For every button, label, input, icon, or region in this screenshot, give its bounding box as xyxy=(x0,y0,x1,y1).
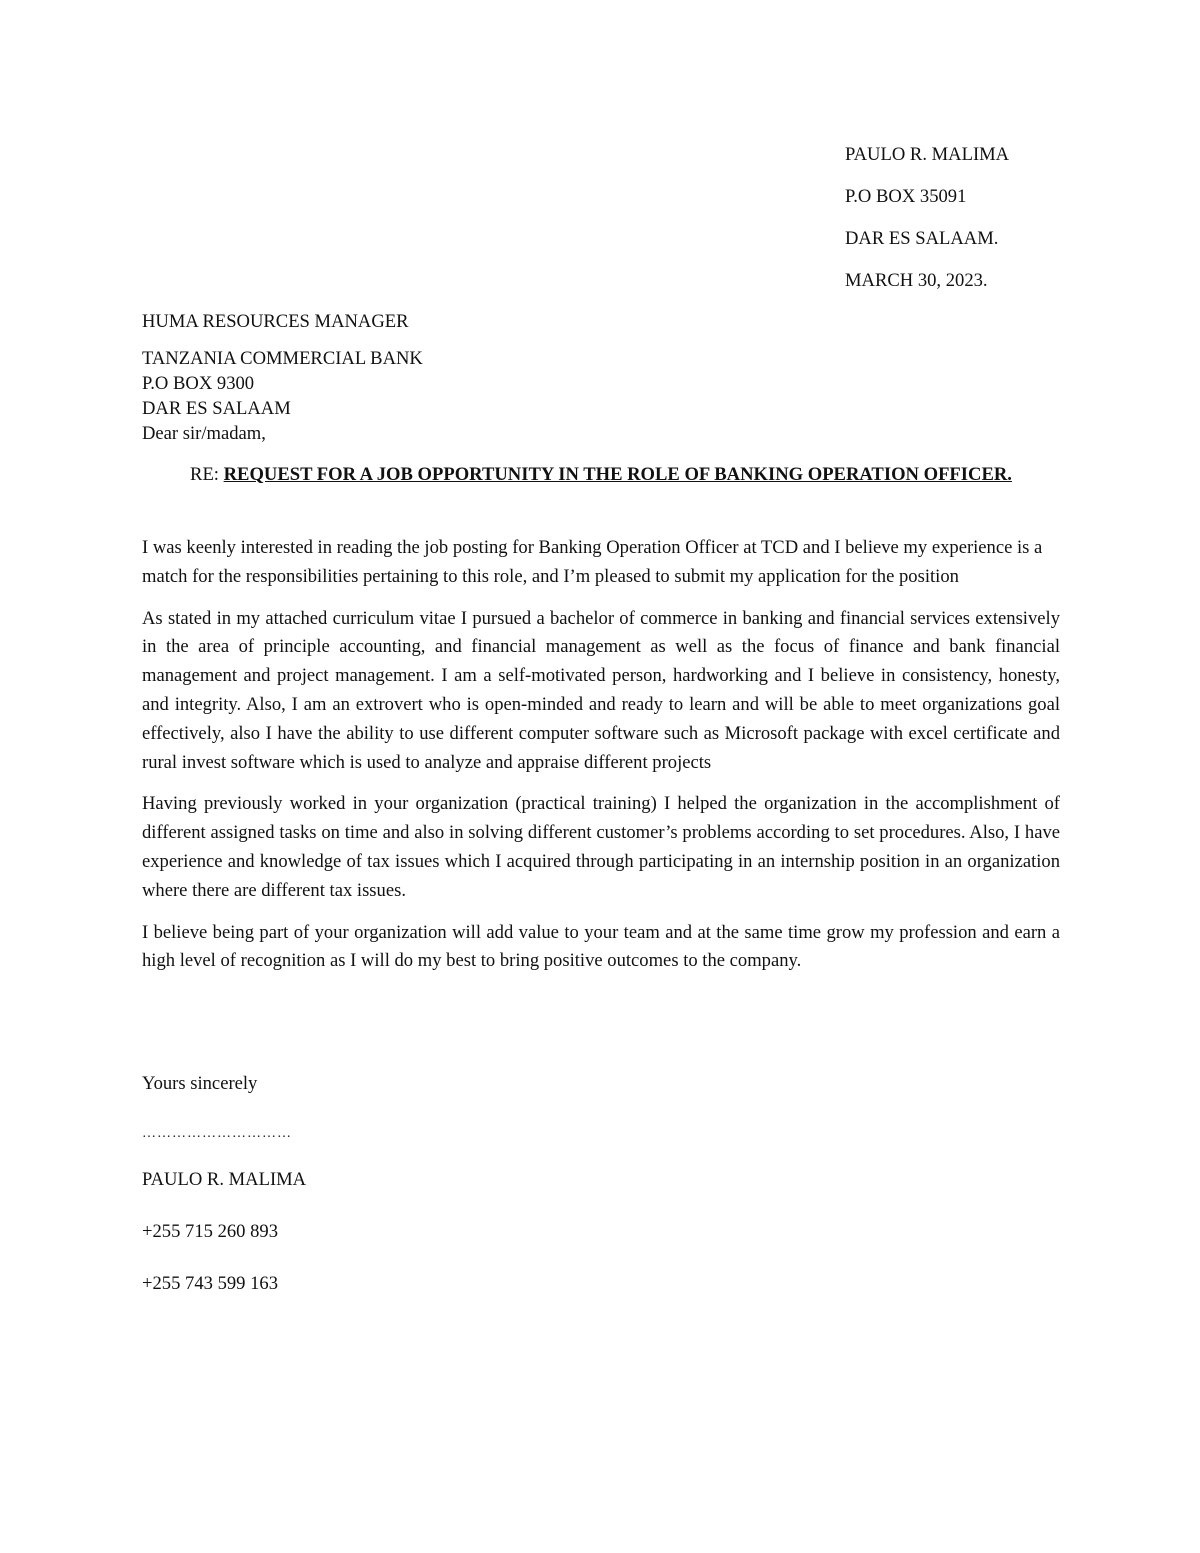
letter-body xyxy=(142,534,1060,989)
body-paragraph-3: Having previously worked in your organization (practical training) I helped the organization in the accomplishment of different assigned tasks on time and also in solving different customer’s problems according to set procedures. Also, I have experience and knowledge of tax issues which I acquired through participating in an internship position in an organization where there are different tax issues. xyxy=(142,793,1060,901)
signature-line: ………………………… xyxy=(142,1126,292,1141)
salutation: Dear sir/madam, xyxy=(142,423,266,444)
body-paragraph-1: I was keenly interested in reading the job posting for Banking Operation Officer at TCD and I believe my experience is a match for the responsibilities pertaining to this role, and I’m pleased to submit my application for the position xyxy=(142,537,1043,587)
sender-address-block xyxy=(845,142,1165,310)
sender-name: PAULO R. MALIMA xyxy=(845,144,1010,165)
body-paragraph-4: I believe being part of your organization will add value to your team and at the same time grow my profession and earn a high level of recognition as I will do my best to bring positive outcomes to the company. xyxy=(142,921,1060,972)
subject-line xyxy=(142,462,1060,488)
subject-prefix: RE: xyxy=(190,464,224,485)
letter-date: MARCH 30, 2023. xyxy=(845,270,988,291)
body-paragraph-2: As stated in my attached curriculum vitae I pursued a bachelor of commerce in banking and financial services extensively in the area of principle accounting, and financial management as well as the focus of finance and bank financial management and project management. I am a self-motivated person, hardworking and I believe in consistency, honesty, and integrity. Also, I am an extrovert who is open-minded and ready to learn and will be able to meet organizations goal effectively, also I have the ability to use different computer software such as Microsoft package with excel certificate and rural invest software which is used to analyze and appraise different projects xyxy=(142,607,1060,773)
phone-number-2: +255 743 599 163 xyxy=(142,1273,278,1294)
recipient-address-block xyxy=(142,346,423,446)
closing-block xyxy=(142,1071,642,1323)
recipient-title: HUMA RESOURCES MANAGER xyxy=(142,311,409,332)
signatory-name: PAULO R. MALIMA xyxy=(142,1169,307,1190)
recipient-organization: TANZANIA COMMERCIAL BANK xyxy=(142,348,423,369)
sender-po-box: P.O BOX 35091 xyxy=(845,186,967,207)
subject-title: REQUEST FOR A JOB OPPORTUNITY IN THE ROLE OF BANKING OPERATION OFFICER. xyxy=(223,464,1012,485)
phone-number-1: +255 715 260 893 xyxy=(142,1221,278,1242)
valediction: Yours sincerely xyxy=(142,1073,258,1094)
recipient-po-box: P.O BOX 9300 xyxy=(142,373,255,394)
sender-city: DAR ES SALAAM. xyxy=(845,228,999,249)
recipient-city: DAR ES SALAAM xyxy=(142,398,291,419)
